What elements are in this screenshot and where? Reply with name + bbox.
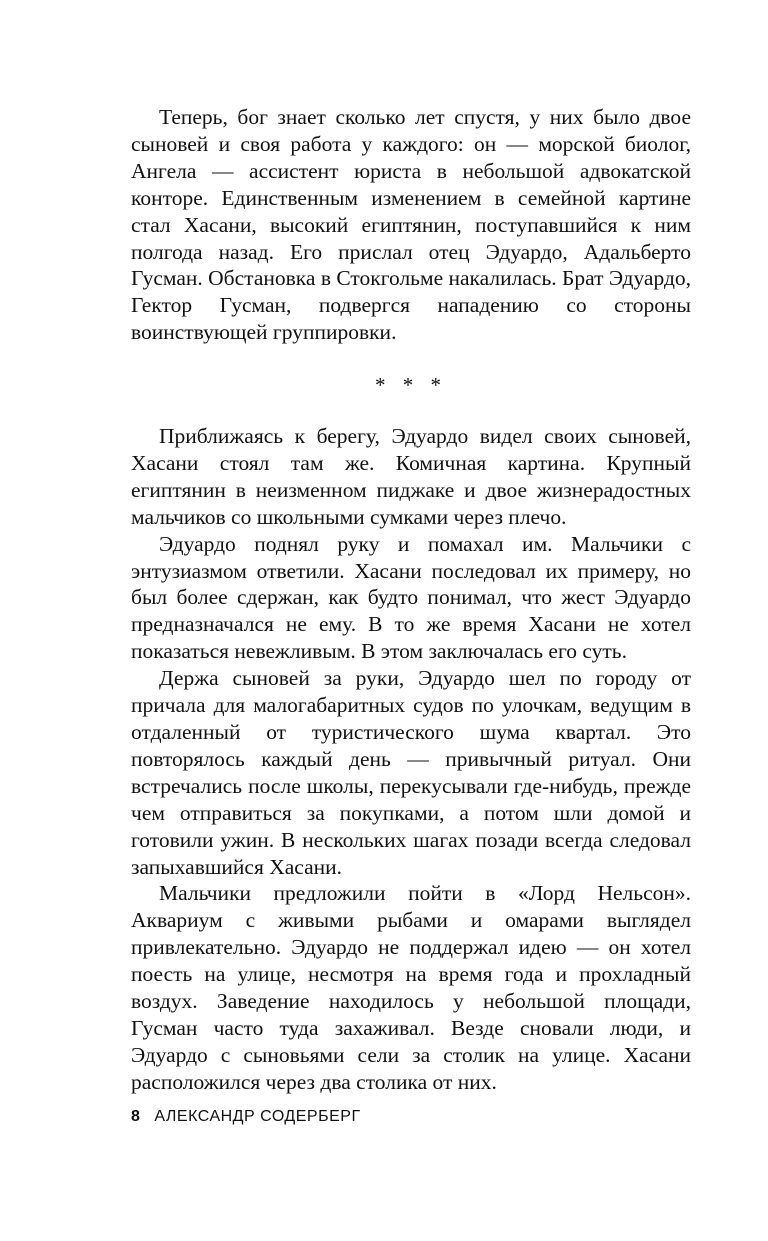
paragraph: Мальчики предложили пойти в «Лорд Нельсон». Аквариум с живыми рыбами и омарами выглядел привлекательно. Эдуардо не поддержал идею — он хотел поесть на улице, несмотря на время года и прохладный воздух. Заведение находилось у небольшой площади, Гусман часто туда захаживал. Везде сновали люди, и Эдуардо с сыновьями сели за столик на улице. Хасани расположился через два столика от них. [131,881,691,1094]
page-footer [131,1108,361,1126]
paragraph: Эдуардо поднял руку и помахал им. Мальчики с энтузиазмом ответили. Хасани последовал их примеру, но был более сдержан, как будто понимал, что жест Эдуардо предназначался не ему. В то же время Хасани не хотел показаться невежливым. В этом заключалась его суть. [131,531,691,664]
paragraph: Теперь, бог знает сколько лет спустя, у них было двое сыновей и своя работа у каждого: он — морской биолог, Ангела — ассистент юриста в небольшой адвокатской конторе. Единственным изменением в семейной картине стал Хасани, высокий египтянин, поступавшийся к ним полгода назад. Его прислал отец Эдуардо, Адальберто Гусман. Обстановка в Стокгольме накалилась. Брат Эдуардо, Гектор Гусман, подвергся нападению со стороны воинствующей группировки. [131,105,692,345]
text-section-2 [131,423,691,1096]
running-title: АЛЕКСАНДР СОДЕРБЕРГ [154,1108,361,1125]
paragraph: Приближаясь к берегу, Эдуардо видел своих сыновей, Хасани стоял там же. Комичная картина. Крупный египтянин в неизменном пиджаке и двое жизнерадостных мальчиков со школьными сумками через плечо. [131,424,691,529]
paragraph: Держа сыновей за руки, Эдуардо шел по городу от причала для малогабаритных судов по улочкам, ведущим в отдаленный от туристического шума квартал. Это повторялось каждый день — привычный ритуал. Они встречались после школы, перекусывали где-нибудь, прежде чем отправиться за покупками, а потом шли домой и готовили ужин. В нескольких шагах позади всегда следовал запыхавшийся Хасани. [131,666,691,879]
text-section-1 [131,104,691,346]
page-number: 8 [131,1108,141,1125]
section-separator: * * * [375,373,447,397]
